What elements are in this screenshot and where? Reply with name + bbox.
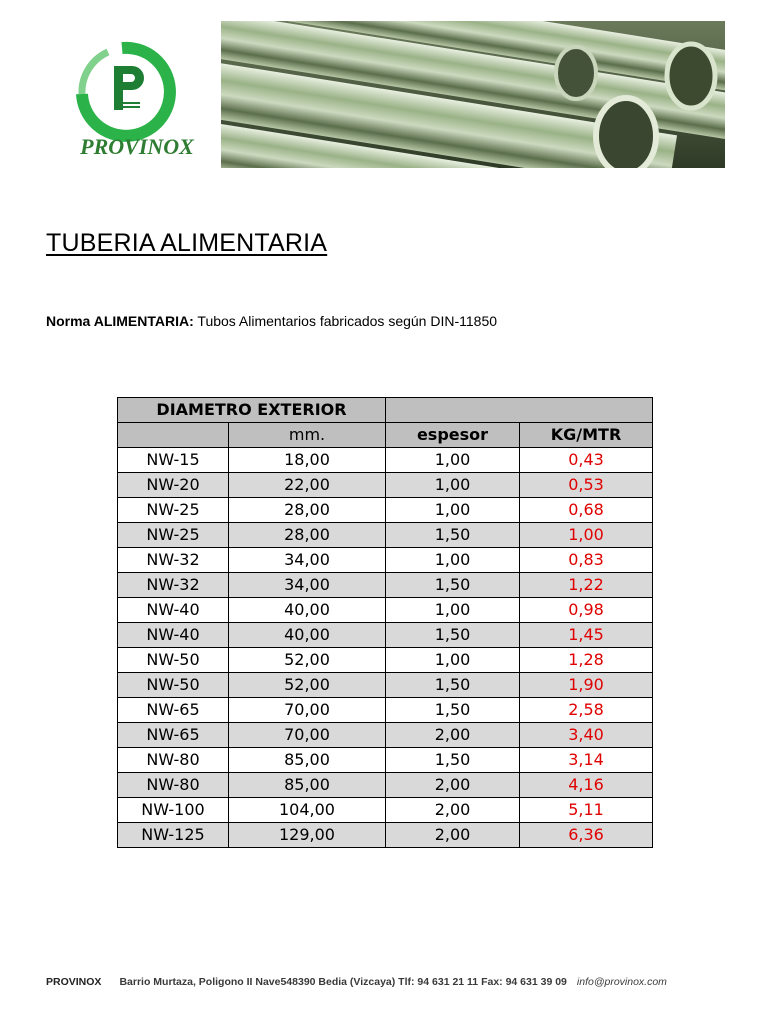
- wall-thickness-cell: 1,50: [386, 573, 520, 598]
- table-row: [118, 573, 653, 598]
- outer-diameter-mm-cell: 70,00: [229, 723, 386, 748]
- footer: [46, 976, 667, 988]
- wall-thickness-cell: 1,50: [386, 523, 520, 548]
- weight-kg-mtr-cell: 1,45: [520, 623, 653, 648]
- table-row: [118, 698, 653, 723]
- nominal-size-cell: NW-40: [118, 623, 229, 648]
- table-row: [118, 723, 653, 748]
- steel-pipes-image: [221, 21, 725, 168]
- nominal-size-cell: NW-50: [118, 648, 229, 673]
- wall-thickness-cell: 2,00: [386, 823, 520, 848]
- document-title: TUBERIA ALIMENTARIA: [46, 229, 328, 257]
- logo-wordmark: PROVINOX: [80, 134, 194, 159]
- group-header-diametro: DIAMETRO EXTERIOR: [118, 398, 386, 423]
- outer-diameter-mm-cell: 85,00: [229, 748, 386, 773]
- wall-thickness-cell: 2,00: [386, 798, 520, 823]
- weight-kg-mtr-cell: 0,68: [520, 498, 653, 523]
- weight-kg-mtr-cell: 2,58: [520, 698, 653, 723]
- wall-thickness-cell: 1,00: [386, 473, 520, 498]
- wall-thickness-cell: 1,50: [386, 698, 520, 723]
- wall-thickness-cell: 1,00: [386, 598, 520, 623]
- table-row: [118, 473, 653, 498]
- nominal-size-cell: NW-32: [118, 548, 229, 573]
- provinox-logo: [62, 36, 212, 162]
- weight-kg-mtr-cell: 0,98: [520, 598, 653, 623]
- table-row: [118, 623, 653, 648]
- weight-kg-mtr-cell: 4,16: [520, 773, 653, 798]
- weight-kg-mtr-cell: 1,22: [520, 573, 653, 598]
- weight-kg-mtr-cell: 6,36: [520, 823, 653, 848]
- outer-diameter-mm-cell: 34,00: [229, 548, 386, 573]
- wall-thickness-cell: 1,50: [386, 623, 520, 648]
- table-row: [118, 498, 653, 523]
- column-header-mm: mm.: [229, 423, 386, 448]
- outer-diameter-mm-cell: 52,00: [229, 648, 386, 673]
- nominal-size-cell: NW-125: [118, 823, 229, 848]
- weight-kg-mtr-cell: 3,14: [520, 748, 653, 773]
- nominal-size-cell: NW-25: [118, 498, 229, 523]
- table-row: [118, 448, 653, 473]
- weight-kg-mtr-cell: 3,40: [520, 723, 653, 748]
- wall-thickness-cell: 1,50: [386, 673, 520, 698]
- outer-diameter-mm-cell: 28,00: [229, 523, 386, 548]
- norma-text: Tubos Alimentarios fabricados según DIN-11850: [193, 313, 498, 329]
- column-header-kg-mtr: KG/MTR: [520, 423, 653, 448]
- weight-kg-mtr-cell: 1,28: [520, 648, 653, 673]
- outer-diameter-mm-cell: 18,00: [229, 448, 386, 473]
- outer-diameter-mm-cell: 28,00: [229, 498, 386, 523]
- nominal-size-cell: NW-20: [118, 473, 229, 498]
- table-row: [118, 823, 653, 848]
- table-row: [118, 648, 653, 673]
- table-row: [118, 673, 653, 698]
- footer-brand: PROVINOX: [46, 976, 102, 988]
- outer-diameter-mm-cell: 34,00: [229, 573, 386, 598]
- table-group-header-row: [118, 398, 653, 423]
- outer-diameter-mm-cell: 22,00: [229, 473, 386, 498]
- table-row: [118, 523, 653, 548]
- nominal-size-cell: NW-100: [118, 798, 229, 823]
- table-row: [118, 598, 653, 623]
- weight-kg-mtr-cell: 1,00: [520, 523, 653, 548]
- table-row: [118, 548, 653, 573]
- group-header-empty: [386, 398, 653, 423]
- column-header-nw: [118, 423, 229, 448]
- table-column-header-row: [118, 423, 653, 448]
- footer-email[interactable]: info@provinox.com: [576, 976, 667, 988]
- outer-diameter-mm-cell: 104,00: [229, 798, 386, 823]
- wall-thickness-cell: 2,00: [386, 773, 520, 798]
- nominal-size-cell: NW-32: [118, 573, 229, 598]
- outer-diameter-mm-cell: 40,00: [229, 623, 386, 648]
- nominal-size-cell: NW-65: [118, 698, 229, 723]
- wall-thickness-cell: 1,50: [386, 748, 520, 773]
- nominal-size-cell: NW-50: [118, 673, 229, 698]
- outer-diameter-mm-cell: 52,00: [229, 673, 386, 698]
- wall-thickness-cell: 1,00: [386, 448, 520, 473]
- wall-thickness-cell: 1,00: [386, 498, 520, 523]
- nominal-size-cell: NW-65: [118, 723, 229, 748]
- norma-line: [46, 313, 497, 329]
- nominal-size-cell: NW-80: [118, 773, 229, 798]
- weight-kg-mtr-cell: 1,90: [520, 673, 653, 698]
- outer-diameter-mm-cell: 70,00: [229, 698, 386, 723]
- column-header-espesor: espesor: [386, 423, 520, 448]
- table-body: [118, 448, 653, 848]
- table-row: [118, 798, 653, 823]
- outer-diameter-mm-cell: 85,00: [229, 773, 386, 798]
- tube-spec-table: [117, 397, 653, 848]
- nominal-size-cell: NW-25: [118, 523, 229, 548]
- wall-thickness-cell: 1,00: [386, 648, 520, 673]
- wall-thickness-cell: 1,00: [386, 548, 520, 573]
- nominal-size-cell: NW-80: [118, 748, 229, 773]
- table-row: [118, 773, 653, 798]
- nominal-size-cell: NW-40: [118, 598, 229, 623]
- table-row: [118, 748, 653, 773]
- weight-kg-mtr-cell: 5,11: [520, 798, 653, 823]
- weight-kg-mtr-cell: 0,83: [520, 548, 653, 573]
- nominal-size-cell: NW-15: [118, 448, 229, 473]
- weight-kg-mtr-cell: 0,53: [520, 473, 653, 498]
- footer-address: Barrio Murtaza, Poligono II Nave548390 Bedia (Vizcaya) Tlf: 94 631 21 11 Fax: 94 631 39 09: [119, 976, 567, 988]
- wall-thickness-cell: 2,00: [386, 723, 520, 748]
- norma-label: Norma ALIMENTARIA:: [46, 313, 194, 329]
- outer-diameter-mm-cell: 129,00: [229, 823, 386, 848]
- outer-diameter-mm-cell: 40,00: [229, 598, 386, 623]
- weight-kg-mtr-cell: 0,43: [520, 448, 653, 473]
